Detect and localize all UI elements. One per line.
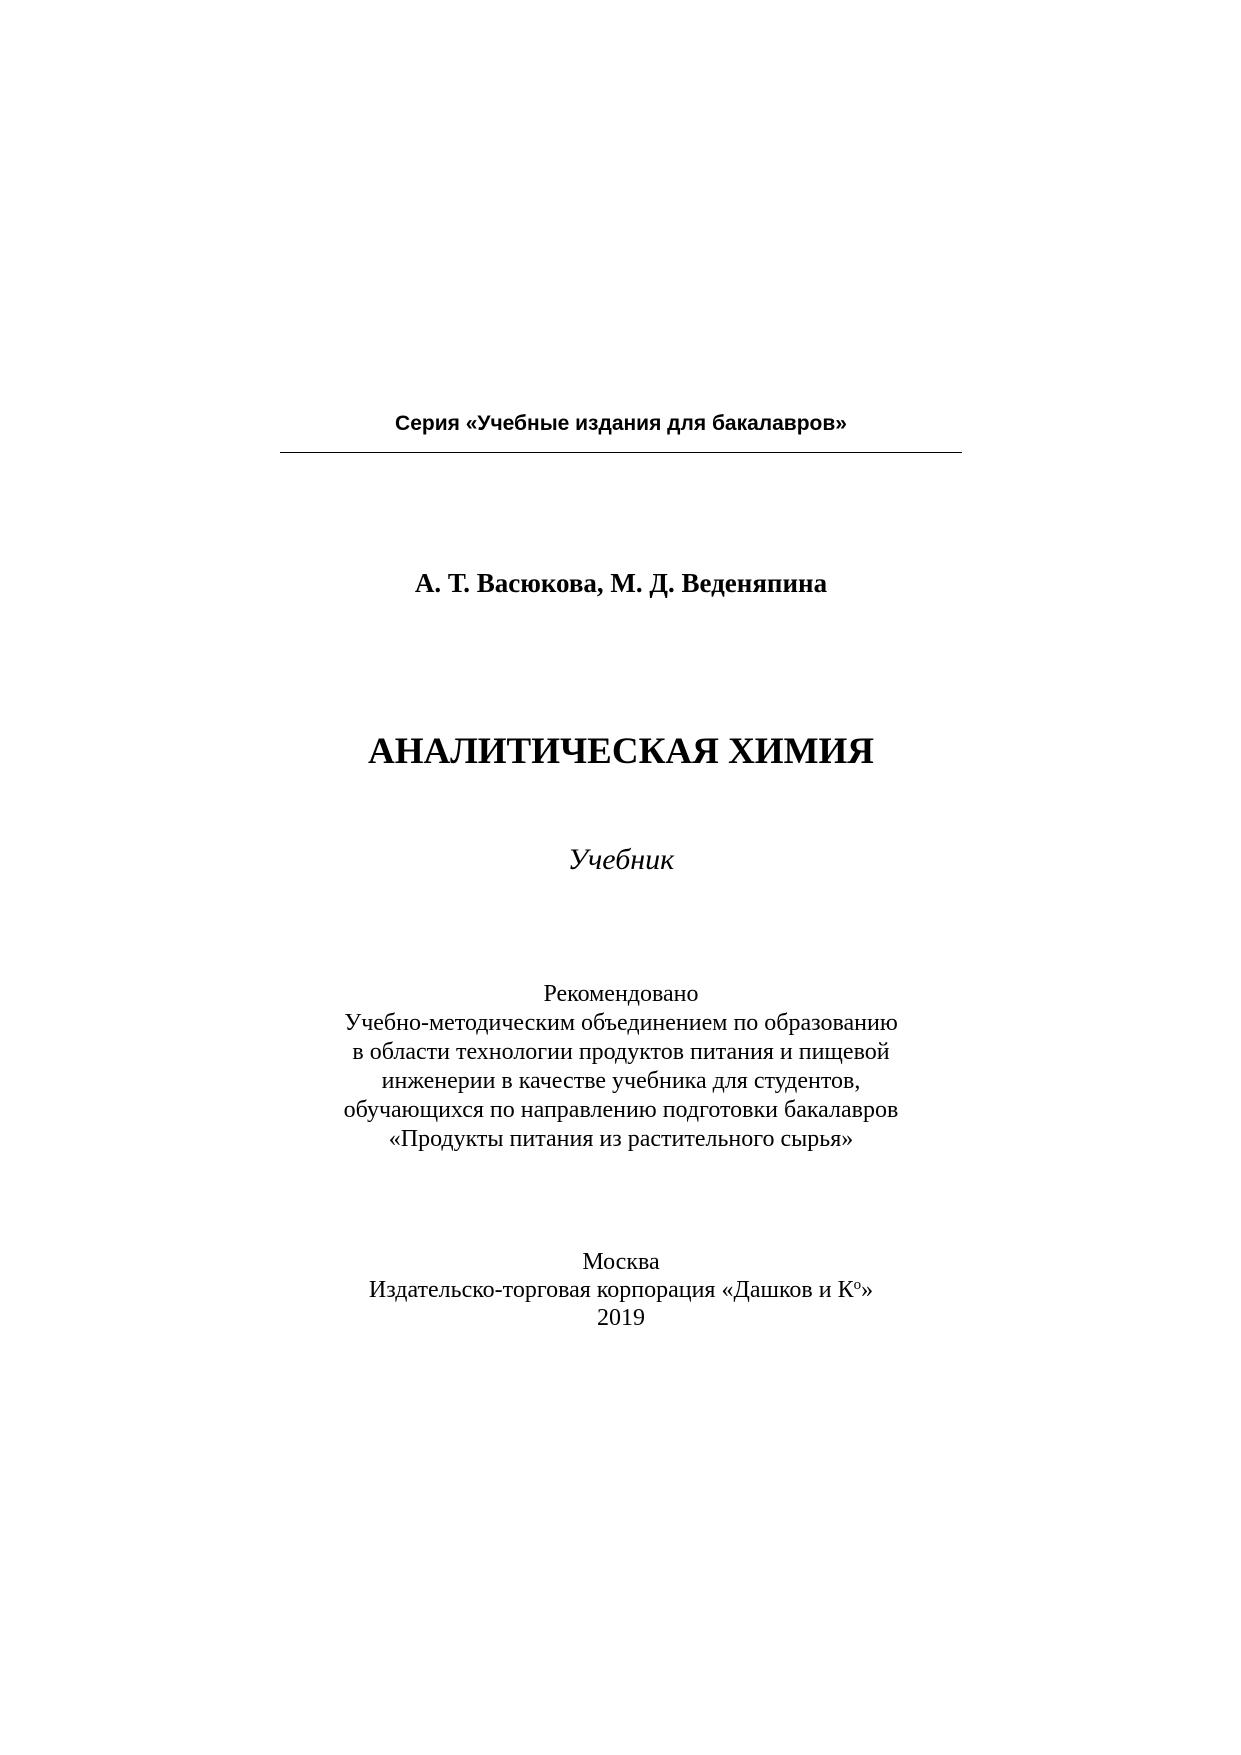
series-heading: Серия «Учебные издания для бакалавров»: [395, 412, 847, 435]
publisher-name: Издательско-торговая корпорация «Дашков и К: [368, 1277, 854, 1303]
book-title: АНАЛИТИЧЕСКАЯ ХИМИЯ: [367, 731, 875, 772]
publisher-superscript: о: [853, 1277, 862, 1293]
recommendation-block: [200, 980, 1042, 1154]
imprint-year: 2019: [597, 1305, 645, 1331]
authors: А. Т. Васюкова, М. Д. Веденяпина: [414, 568, 828, 598]
book-subtitle: Учебник: [567, 843, 675, 876]
recommendation-line: «Продукты питания из растительного сырья»: [388, 1126, 854, 1152]
imprint-block: [200, 1248, 1042, 1332]
publisher-closing-quote: »: [861, 1277, 874, 1303]
recommendation-line: в области технологии продуктов питания и пищевой: [352, 1039, 890, 1065]
imprint-city: Москва: [582, 1249, 660, 1275]
recommendation-line: Рекомендовано: [543, 981, 699, 1007]
recommendation-line: инженерии в качестве учебника для студентов,: [381, 1068, 861, 1094]
imprint-publisher: [200, 1276, 1042, 1304]
recommendation-line: обучающихся по направлению подготовки бакалавров: [343, 1097, 899, 1123]
recommendation-line: Учебно-методическим объединением по образованию: [344, 1010, 898, 1036]
series-divider: [280, 452, 962, 453]
